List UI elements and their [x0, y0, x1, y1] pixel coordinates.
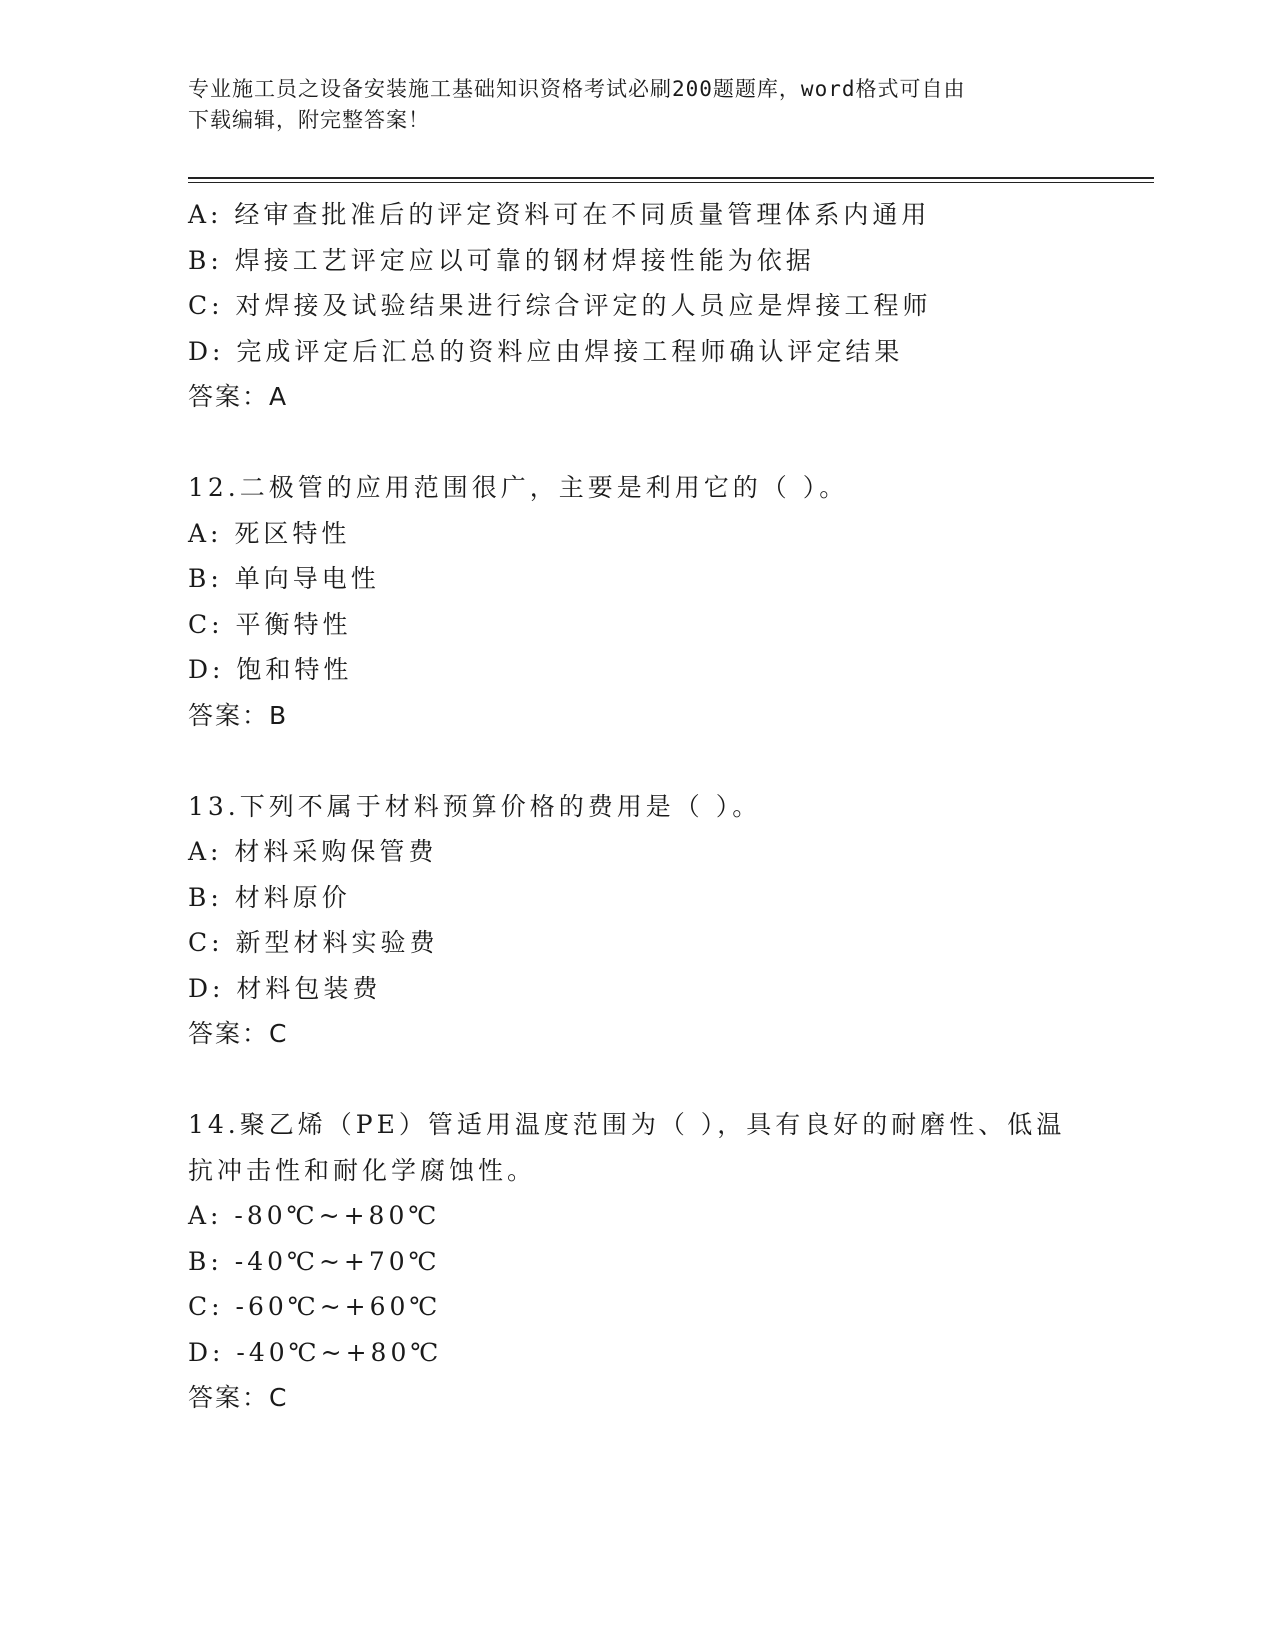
- q12-answer: 答案：B: [188, 700, 289, 730]
- q13-answer: 答案：C: [188, 1019, 289, 1048]
- q12-option-c: C: 平衡特性: [188, 609, 352, 639]
- question-list: [188, 192, 1148, 1421]
- q14-question-line-2: 抗冲击性和耐化学腐蚀性。: [188, 1155, 537, 1185]
- q13-option-d: D: 材料包装费: [188, 973, 382, 1003]
- q12-option-a: A: 死区特性: [188, 518, 351, 548]
- q11-option-c: C: 对焊接及试验结果进行综合评定的人员应是焊接工程师: [188, 291, 932, 320]
- q11-option-d: D: 完成评定后汇总的资料应由焊接工程师确认评定结果: [188, 336, 904, 366]
- spacer: [188, 420, 1148, 466]
- header-rule-thick: [188, 177, 1154, 179]
- q12-option-d: D: 饱和特性: [188, 655, 353, 684]
- header-line-2: 下载编辑，附完整答案！: [188, 108, 430, 132]
- q13-option-b: B: 材料原价: [188, 882, 351, 912]
- q13-option-c: C: 新型材料实验费: [188, 928, 439, 957]
- q11-option-b: B: 焊接工艺评定应以可靠的钢材焊接性能为依据: [188, 245, 815, 275]
- spacer: [188, 738, 1148, 784]
- question-14-block: [188, 1102, 1148, 1421]
- question-13-block: [188, 784, 1148, 1057]
- q11-option-a: A: 经审查批准后的评定资料可在不同质量管理体系内通用: [188, 200, 931, 229]
- q13-option-a: A: 材料采购保管费: [188, 837, 438, 866]
- q14-option-b: B: -40℃~+70℃: [188, 1246, 441, 1276]
- q14-option-a: A: -80℃~+80℃: [188, 1201, 441, 1230]
- q14-answer: 答案：C: [188, 1383, 289, 1412]
- q14-option-d: D: -40℃~+80℃: [188, 1337, 443, 1367]
- question-12-block: [188, 465, 1148, 738]
- document-header: [188, 74, 1068, 136]
- q11-answer: 答案：A: [188, 382, 289, 411]
- q14-option-c: C: -60℃~+60℃: [188, 1292, 442, 1321]
- question-11-block: [188, 192, 1148, 420]
- q12-question: 12.二极管的应用范围很广，主要是利用它的（ ）。: [188, 473, 849, 502]
- spacer: [188, 1057, 1148, 1103]
- header-line-1: 专业施工员之设备安装施工基础知识资格考试必刷200题题库，word格式可自由: [188, 77, 966, 101]
- q14-question-line-1: 14.聚乙烯（PE）管适用温度范围为（ ），具有良好的耐磨性、低温: [188, 1110, 1066, 1139]
- header-rule-thin: [188, 182, 1154, 183]
- q12-option-b: B: 单向导电性: [188, 564, 380, 593]
- q13-question: 13.下列不属于材料预算价格的费用是（ ）。: [188, 791, 762, 821]
